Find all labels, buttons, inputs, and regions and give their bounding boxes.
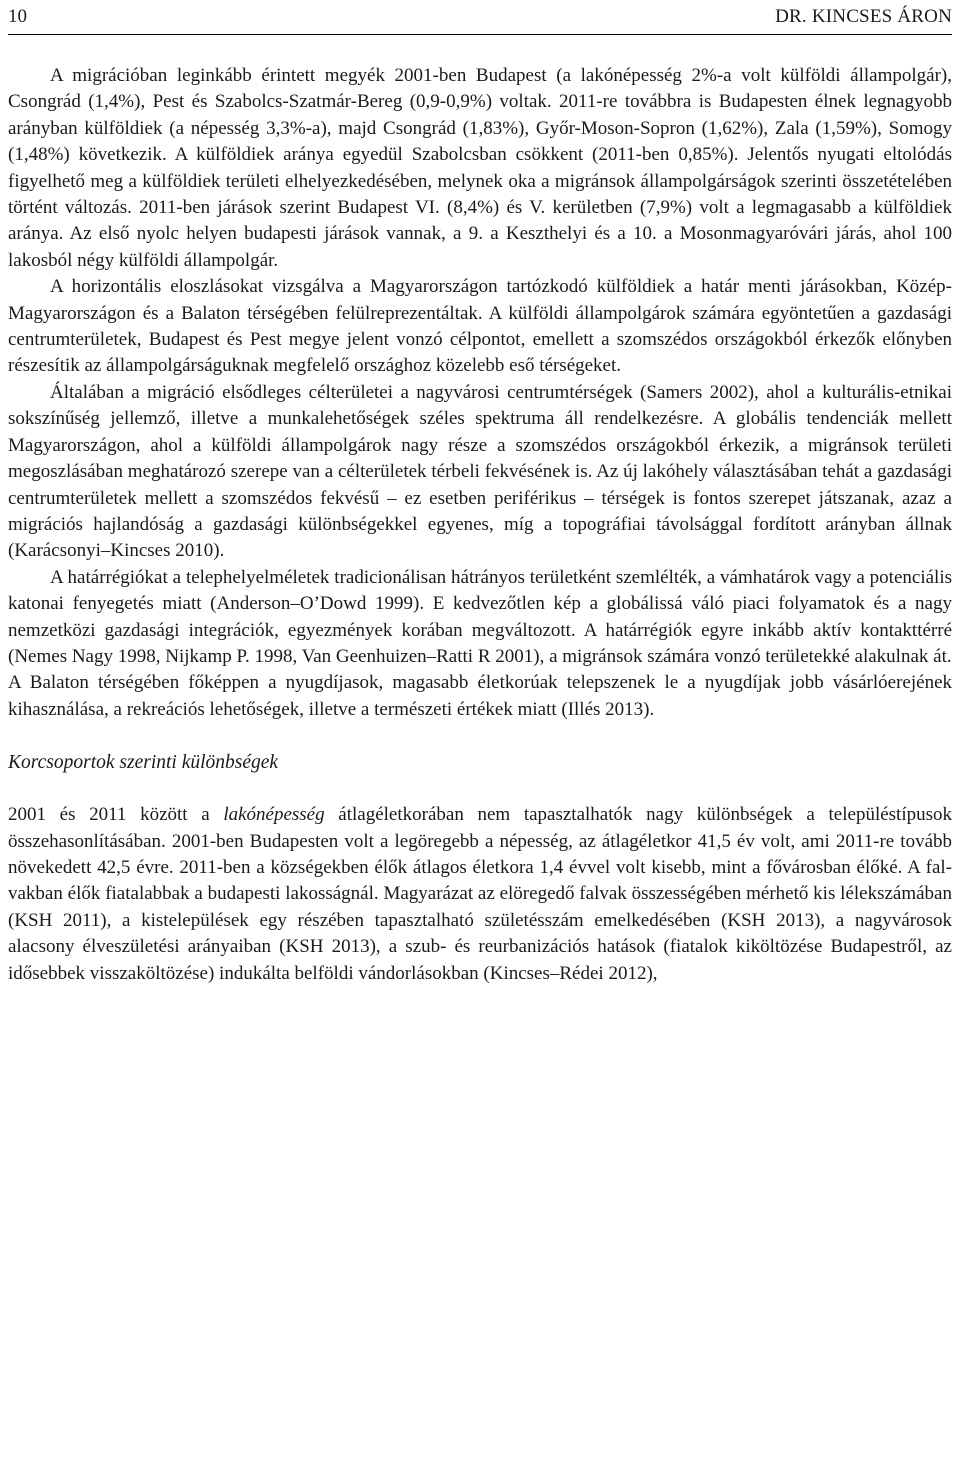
section-heading: Korcsoportok szerinti különbségek [8, 752, 279, 774]
section-paragraph-1-start: 2001 és 2011 között a [8, 804, 224, 826]
body-paragraph-4: A határrégiókat a telephelyelméletek tradicionálisan hátrányos területként szemlélték, a vámhatárok vagy a potenciális katonai fenyegetés miatt (Anderson–O’Dowd 1999). E kedvezőtlen kép a globálissá váló piaci folyamatok és a nagy nemzetközi gazdasági integrációk, egyezmények korában megváltozott. A határrégiók egyre inkább aktív kontakttérré (Nemes Nagy 1998, Nijkamp P. 1998, Van Geenhuizen–Ratti R 2001), a migránsok számára vonzó területekké alakulnak át. [8, 566, 952, 667]
body-paragraph-3: Általában a migráció elsődleges célterületei a nagyvárosi centrumtérségek (Samers 2002), ahol a kulturális-etnikai sokszínűség jellemző, illetve a munkalehetőségek széles spektruma áll rendelkezésre. A globális tendenciák mellett Magyarországon, ahol a külföldi állampolgárok nagy része a szomszédos országokból érkezik, a migránsok területi megoszlásában meghatározó szerepe van a célterületek térbeli fekvésének is. Az új lakóhely választásában tehát a gazdasági centrumterületek mellett a szomszédos fekvésű – ez esetben periférikus – térségek is fontos szerepet játszanak, azaz a migrációs hajlandóság a gazdasági különbségekkel egyenes, míg a topográfiai távolsággal fordított arányban állnak (Karácsonyi–Kincses 2010). [8, 381, 952, 562]
section-paragraph-1-emphasis: lakónépesség [223, 804, 325, 826]
section-paragraph-1 [8, 802, 952, 987]
page-number: 10 [8, 6, 27, 27]
header-rule [8, 34, 952, 35]
section-paragraph-1-rest: átlagéletkorában nem tapasztalhatók nagy különbségek a településtípusok összehasonlításában. 2001-ben Budapesten volt a legöregebb a népesség, az átlagéletkor 41,5 év volt, ami 2011-re tovább növekedett 42,5 évre. 2011-ben a községekben élők átlagos életkora 1,4 évvel volt kisebb, mint a fővárosban élőké. A falvakban élők fiatalabbak a budapesti lakosságnál. Magyarázat az elöregedő falvak összességében mérhető kis lélekszámában (KSH 2011), a kistelepülések egy részében tapasztalható születésszám emelkedésében (KSH 2013), a nagyvárosok alacsony élveszületési arányaiban (KSH 2013), a szub- és reurbanizációs hatások (fiatalok kiköltözése Budapestről, az idősebbek visszaköltözése) indukálta belföldi vándorlásokban (Kincses–Rédei 2012), [8, 804, 952, 984]
running-header [8, 0, 952, 34]
page [8, 0, 952, 987]
body-paragraph-1: A migrációban leginkább érintett megyék 2001-ben Budapest (a lakónépesség 2%-a volt külföldi állampolgár), Csongrád (1,4%), Pest és Szabolcs-Szatmár-Bereg (0,9-0,9%) voltak. 2011-re továbbra is Budapesten élnek legnagyobb arányban külföldiek (a népesség 3,3%-a), majd Csongrád (1,83%), Győr-Moson-Sopron (1,62%), Zala (1,59%), Somogy (1,48%) következik. A külföldiek aránya egyedül Szabolcsban csökkent (2011-ben 0,85%). Jelentős nyugati eltolódás figyelhető meg a külföldiek területi elhelyezkedésében, melynek oka a migránsok állampolgárságok szerinti összetételében történt változás. 2011-ben járások szerint Budapest VI. (8,4%) és V. kerületben (7,9%) volt a legmagasabb a külföldiek aránya. Az első nyolc helyen budapesti járások vannak, a 9. a Keszthelyi és a 10. a Mosonmagyaróvári járás, ahol 100 lakosból négy külföldi állampolgár. [8, 65, 952, 271]
body-paragraph-5: A Balaton térségében főképpen a nyugdíjasok, magasabb életkorúak telepszenek le a nyugdíjak jobb vásárlóerejének kihasználása, a rekreációs lehetőségek, illetve a természeti értékek miatt (Illés 2013). [8, 672, 952, 720]
body-paragraph-2: A horizontális eloszlásokat vizsgálva a Magyarországon tartózkodó külföldiek a határ menti járásokban, Közép-Magyarországon és a Balaton térségében felülreprezentáltak. A külföldi állampolgárok számára egyöntetűen a gazdasági centrumterületek, Budapest és Pest megye jelent vonzó célpontot, emellett a szomszédos országokból érkezők előnyben részesítik az állampolgárságuknak megfelelő országhoz közelebb eső térségeket. [8, 276, 952, 377]
running-header-author: DR. KINCSES ÁRON [775, 6, 952, 27]
